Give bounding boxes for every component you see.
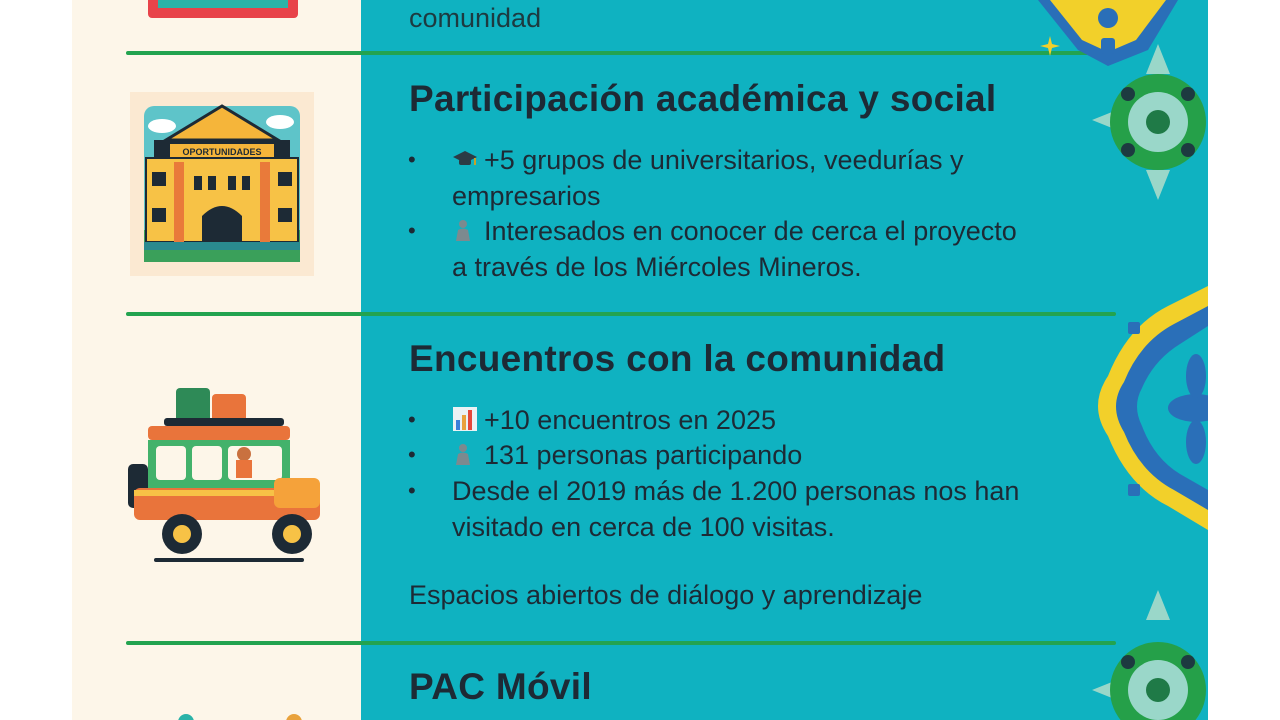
book-spine — [158, 0, 288, 8]
list-item-text: Desde el 2019 más de 1.200 personas nos han — [452, 476, 1020, 506]
list-item — [408, 402, 776, 438]
list-item — [408, 213, 1017, 285]
section-footer-text: Espacios abiertos de diálogo y aprendizaje — [409, 580, 923, 610]
section-title-participacion: Participación académica y social — [409, 78, 997, 119]
green-flower-ornament — [1088, 590, 1208, 720]
list-item — [408, 437, 803, 473]
section-title-pac: PAC Móvil — [409, 666, 592, 707]
illustration-sign-text: OPORTUNIDADES — [182, 147, 262, 157]
list-item — [408, 473, 1020, 545]
list-item-text: +5 grupos de universitarios, veedurías y — [484, 145, 964, 175]
people-icon — [452, 441, 478, 467]
bar-chart-icon — [452, 406, 478, 432]
bullet: • — [408, 478, 416, 503]
list-item-text: +10 encuentros en 2025 — [484, 405, 776, 435]
list-item-text: a través de los Miércoles Mineros. — [452, 252, 862, 282]
section-divider — [126, 641, 1116, 645]
sparkle-icon — [1038, 34, 1062, 58]
green-flower-ornament — [1088, 44, 1208, 200]
section-divider — [126, 312, 1116, 316]
people-icon — [452, 217, 478, 243]
section-divider — [126, 51, 1116, 55]
list-item-text: empresarios — [452, 181, 601, 211]
list-item-text: Interesados en conocer de cerca el proyecto — [484, 216, 1017, 246]
list-item-text: visitado en cerca de 100 visitas. — [452, 512, 835, 542]
list-item — [408, 142, 964, 214]
top-fragment-text: comunidad — [409, 3, 542, 33]
bullet: • — [408, 442, 416, 467]
decorative-fragment — [166, 712, 316, 720]
list-item-text: 131 personas participando — [484, 440, 803, 470]
building-illustration — [130, 92, 314, 276]
document-page — [72, 0, 1208, 720]
bullet: • — [408, 218, 416, 243]
jeep-illustration — [124, 378, 330, 568]
section-title-encuentros: Encuentros con la comunidad — [409, 338, 946, 379]
blue-yellow-tile-ornament — [1088, 286, 1208, 530]
bullet: • — [408, 407, 416, 432]
bullet: • — [408, 147, 416, 172]
graduation-cap-icon — [452, 146, 478, 172]
